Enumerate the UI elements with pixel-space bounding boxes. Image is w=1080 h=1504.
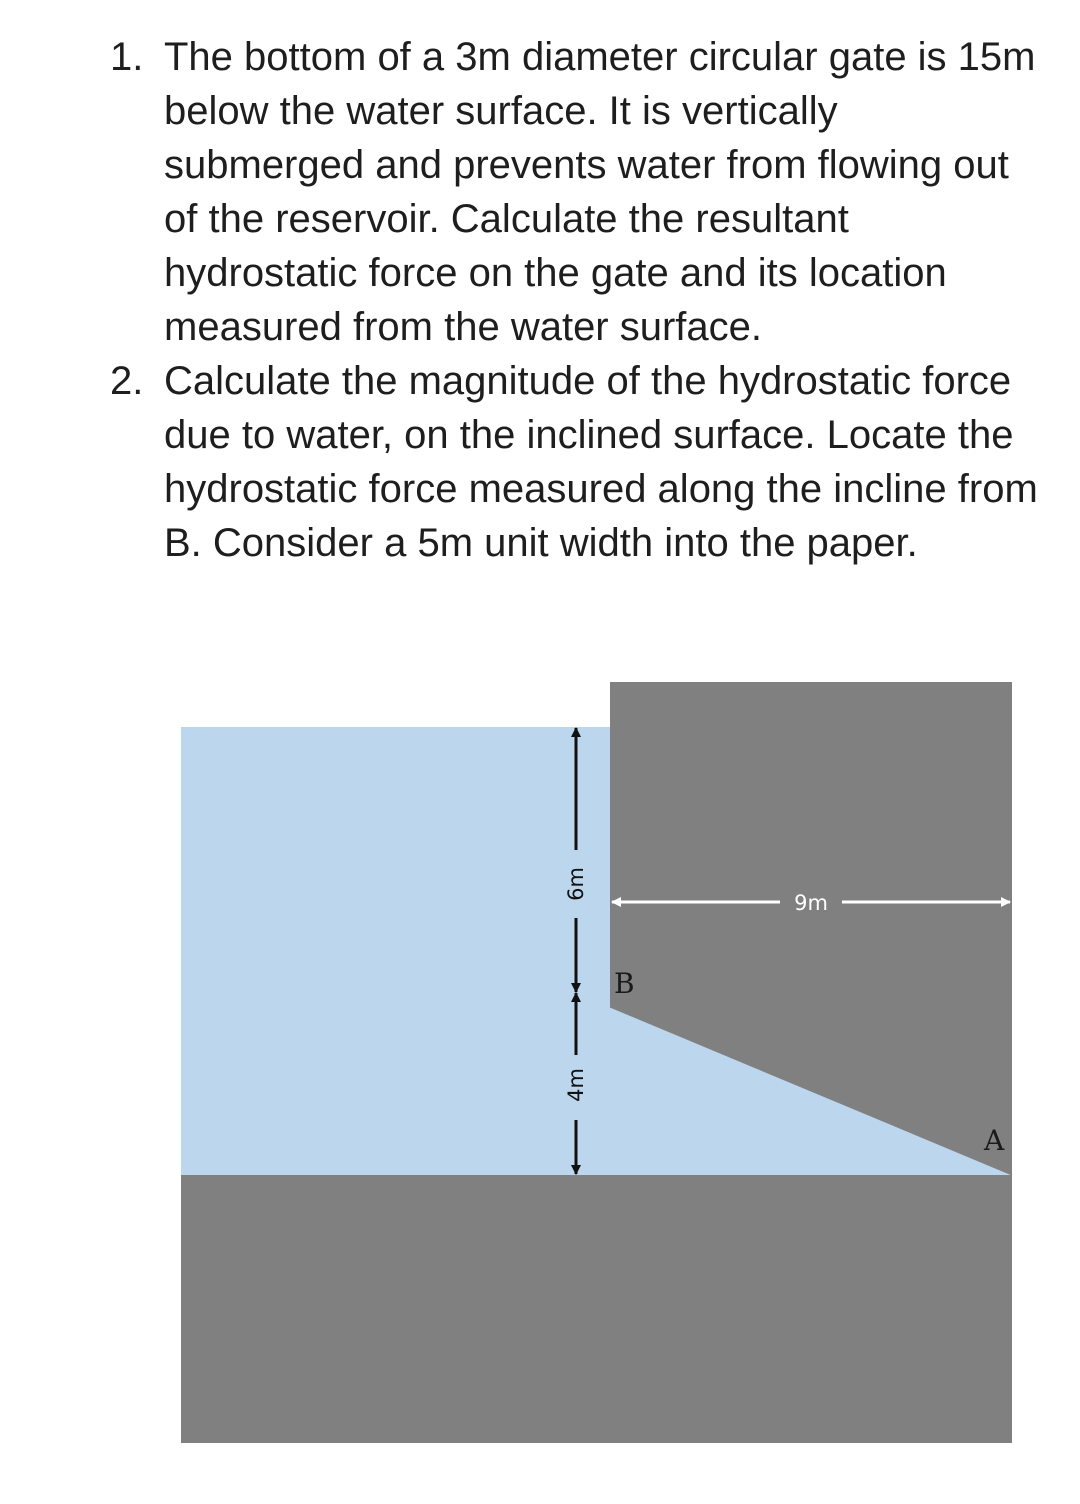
problem-1-text: The bottom of a 3m diameter circular gate is 15m below the water surface. It is vertically submerged and prevents water from flowing out of the reservoir. Calculate the resultant hydrostatic force on the gate and its location measured from the water surface. — [164, 35, 1036, 349]
point-a-label: A — [984, 1124, 1005, 1157]
problem-2-number: 2. — [110, 359, 144, 403]
dim-9m-label: 9m — [794, 891, 828, 915]
point-b-label: B — [614, 967, 635, 1000]
ground-base — [181, 1175, 1012, 1443]
dim-4m-label: 4m — [564, 1068, 588, 1102]
problem-2-text: Calculate the magnitude of the hydrostatic force due to water, on the inclined surface. Locate the hydrostatic force measured along the incline from B. Consider a 5m unit width into the paper. — [164, 359, 1038, 565]
dim-6m-label: 6m — [564, 867, 588, 901]
problem-1-number: 1. — [110, 35, 144, 79]
